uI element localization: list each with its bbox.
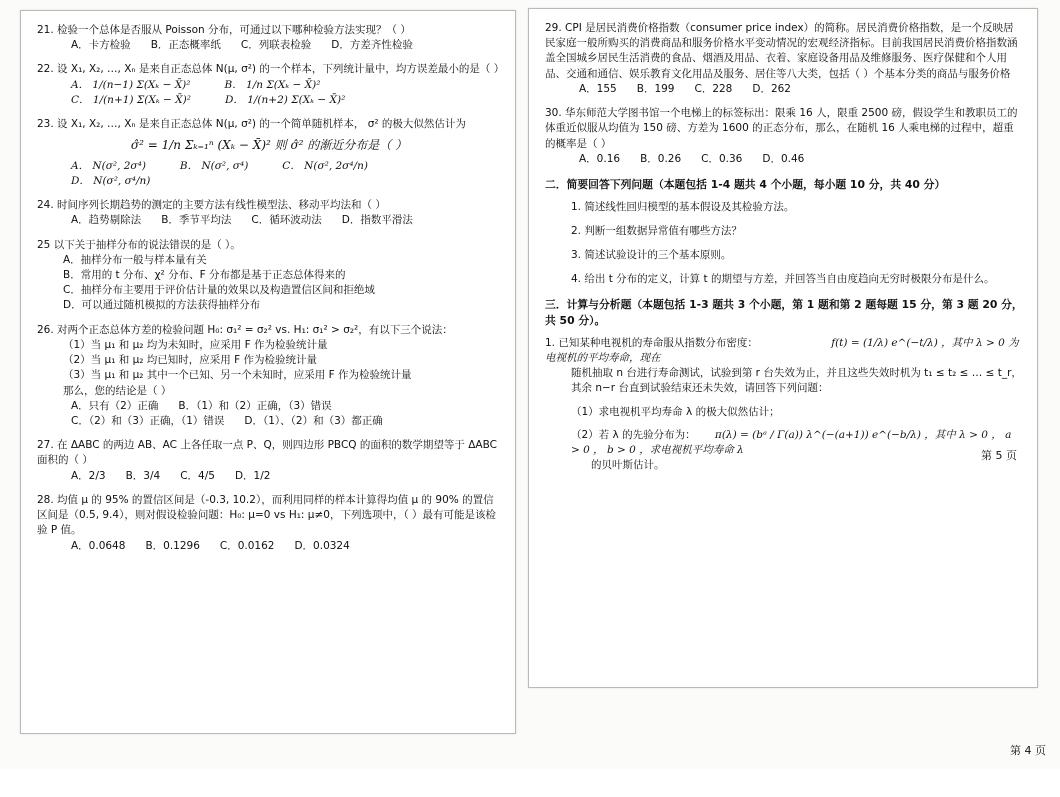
option: D．指数平滑法 [341, 214, 413, 227]
option: B．0.1296 [145, 539, 200, 552]
question-26-sub-3: （3）当 μ₁ 和 μ₂ 其中一个已知、另一个未知时，应采用 F 作为检验统计量 [63, 369, 412, 382]
page-5-content [529, 9, 1037, 474]
question-26-options [37, 399, 501, 414]
question-25 [37, 238, 501, 314]
question-30-options [545, 152, 1023, 167]
option: C．抽样分布主要用于评价估计量的效果以及构造置信区间和拒绝域 [63, 284, 375, 297]
option: C．228 [694, 82, 733, 95]
s3-q1-sub-1: （1）求电视机平均寿命 λ 的极大似然估计； [571, 405, 780, 418]
option: C．（2）和（3）正确，（1）错误 [71, 414, 225, 427]
question-21-stem: 21. 检验一个总体是否服从 Poisson 分布，可通过以下哪种检验方法实现？（ ） [37, 24, 411, 36]
question-24 [37, 198, 501, 228]
option: A．0.0648 [71, 539, 126, 552]
question-26-sub-1: （1）当 μ₁ 和 μ₂ 均为未知时，应采用 F 作为检验统计量 [63, 338, 328, 351]
exam-page-5 [528, 8, 1038, 688]
question-22 [37, 62, 505, 108]
option: A．2/3 [71, 469, 106, 482]
page-4-content [21, 11, 515, 554]
option: C．0.0162 [219, 539, 275, 552]
s3-q1-formula: f(t) = (1/λ) e^(−t/λ) ，其中 λ > 0 为电视机的平均寿命，现在 [545, 336, 1019, 364]
question-22-options [37, 78, 501, 108]
option: A． 1/(n−1) Σ(Xₖ − X̄)² [71, 78, 191, 91]
option: D．262 [752, 82, 791, 95]
option: A．只有（2）正确 [71, 399, 159, 412]
question-21 [37, 23, 501, 53]
section-two-item-2: 2. 判断一组数据异常值有哪些方法？ [571, 224, 742, 237]
question-26 [37, 323, 501, 430]
section-two-item-1: 1. 简述线性回归模型的基本假设及其检验方法。 [571, 200, 795, 213]
option: D．可以通过随机模拟的方法获得抽样分布 [63, 299, 261, 312]
question-26-sub-2: （2）当 μ₁ 和 μ₂ 均已知时，应采用 F 作为检验统计量 [63, 354, 318, 367]
s3-q1-sub-2a [545, 428, 1023, 458]
question-23-options [37, 159, 501, 189]
section-three-question-1 [545, 336, 1023, 474]
option: D．0.46 [762, 152, 805, 165]
option: C． 1/(n+1) Σ(Xₖ − X̄)² [71, 93, 191, 106]
section-three-title: 三．计算与分析题（本题包括 1-3 题共 3 个小题，第 1 题和第 2 题每题 15 分，第 3 题 20 分，共 50 分）。 [545, 298, 1023, 328]
question-27-options [37, 469, 501, 484]
question-26-options-2 [37, 414, 501, 429]
option: A．趋势剔除法 [71, 214, 142, 227]
option: B． 1/n Σ(Xₖ − X̄)² [224, 78, 321, 91]
page-number-right: 第 5 页 [981, 448, 1017, 462]
question-23-stem: 23. 设 X₁, X₂, …, Xₙ 是来自正态总体 N(μ, σ²) 的一个简单随机样本， σ² 的极大似然估计为 [37, 118, 466, 131]
option: B．正态概率纸 [150, 39, 221, 52]
option: B． N(σ², σ⁴) [179, 159, 249, 172]
option: A．卡方检验 [71, 39, 131, 52]
option: C．0.36 [701, 152, 743, 165]
option: C．4/5 [180, 469, 215, 482]
question-28-stem: 28. 均值 μ 的 95% 的置信区间是（-0.3, 10.2），而利用同样的样本计算得均值 μ 的 90% 的置信区间是（0.5, 9.4），则对假设检验问题：H₀: μ=0 vs H₁: μ≠0，下列选项中，（ ）最有可能是该检验 P 值。 [37, 493, 497, 537]
option: A．0.16 [579, 152, 621, 165]
option: C． N(σ², 2σ⁴/n) [282, 159, 368, 172]
question-30-stem: 30. 华东师范大学图书馆一个电梯上的标签标出：限乘 16 人，限重 2500 磅，假设学生和教职员工的体重近似服从均值为 150 磅、方差为 1600 的正态分布，那么，在随机 16 人乘电梯的过程中，超重的概率是（ ） [545, 107, 1018, 150]
question-28 [37, 493, 501, 554]
option: A．155 [579, 82, 617, 95]
option: D．0.0324 [294, 539, 350, 552]
question-26-tail: 那么，您的结论是（ ） [63, 384, 172, 397]
option: D．1/2 [234, 469, 271, 482]
s3-q1-sub-2a-text: （2）若 λ 的先验分布为： [571, 428, 696, 441]
option: B．199 [636, 82, 675, 95]
question-29-stem: 29. CPI 是居民消费价格指数（consumer price index）的简称。居民消费价格指数，是一个反映居民家庭一般所购买的消费商品和服务价格水平变动情况的宏观经济指标。目前我国居民消费价格指数涵盖全国城乡居民生活消费的食品、烟酒及用品、衣着、家庭设备用品及维修服务、医疗保健和个人用品、交通和通信、娱乐教育文化用品及服务、居住等八大类，包括（ ）个基本分类的商品与服务价格 [545, 22, 1018, 80]
question-24-stem: 24. 时间序列长期趋势的测定的主要方法有线性模型法、移动平均法和（ ） [37, 199, 386, 212]
option: A．抽样分布一般与样本量有关 [63, 253, 207, 266]
question-23 [37, 117, 501, 189]
question-23-formula: σ̂² = 1/n Σₖ₌₁ⁿ (Xₖ − X̄)² 则 σ̂² 的渐近分布是（ ） [130, 138, 408, 153]
option: B．3/4 [125, 469, 161, 482]
s3-q1-prior-formula: π(λ) = (bᵃ / Γ(a)) λ^(−(a+1)) e^(−b/λ) ，其中 λ > 0 ， a > 0 ， b > 0 ，求电视机平均寿命 λ [571, 428, 1012, 457]
option: C．循环波动法 [251, 214, 322, 227]
question-25-stem: 25 以下关于抽样分布的说法错误的是（ ）。 [37, 238, 241, 251]
exam-page-4 [20, 10, 516, 734]
question-27 [37, 438, 501, 484]
option: D．（1）、（2）和（3）都正确 [244, 414, 383, 427]
question-26-stem: 26. 对两个正态总体方差的检验问题 H₀: σ₁² = σ₂² vs. H₁: σ₁² > σ₂²，有以下三个说法： [37, 323, 453, 336]
page-number-left: 第 4 页 [1010, 744, 1046, 757]
option: D． 1/(n+2) Σ(Xₖ − X̄)² [224, 93, 346, 106]
option: B．常用的 t 分布、χ² 分布、F 分布都是基于正态总体得来的 [63, 269, 346, 282]
section-two-title: 二．简要回答下列问题（本题包括 1-4 题共 4 个小题，每小题 10 分，共 40 分） [545, 177, 946, 191]
s3-q1-stem-b: 随机抽取 n 台进行寿命测试，试验到第 r 台失效为止，并且这些失效时机为 t₁ ≤ t₂ ≤ … ≤ t_r，其余 n−r 台直到试验结束还未失效，请回答下列问题： [571, 367, 1022, 395]
s3-q1-sub-2b: 的贝叶斯估计。 [591, 459, 665, 472]
option: C．列联表检验 [240, 39, 312, 52]
option: A． N(σ², 2σ⁴) [71, 159, 146, 172]
option: B．0.26 [640, 152, 682, 165]
option: D．方差齐性检验 [331, 39, 413, 52]
question-27-stem: 27. 在 ΔABC 的两边 AB、AC 上各任取一点 P、Q，则四边形 PBCQ 的面积的数学期望等于 ΔABC 面积的（ ） [37, 439, 497, 467]
question-30 [545, 106, 1023, 167]
option: B．（1）和（2）正确，（3）错误 [178, 399, 332, 412]
option: B．季节平均法 [161, 214, 232, 227]
question-29-options [545, 82, 1023, 97]
s3-q1-stem-a [545, 336, 1023, 366]
section-two-item-3: 3. 简述试验设计的三个基本原则。 [571, 249, 732, 262]
question-24-options [37, 213, 501, 228]
question-29 [545, 21, 1023, 97]
question-21-options [37, 38, 501, 53]
question-28-options [37, 539, 501, 554]
section-two-item-4: 4. 给出 t 分布的定义，计算 t 的期望与方差，并回答当自由度趋向无穷时极限分布是什么。 [571, 273, 995, 286]
question-22-stem: 22. 设 X₁, X₂, …, Xₙ 是来自正态总体 N(μ, σ²) 的一个样本，下列统计量中，均方误差最小的是（ ） [37, 63, 505, 76]
option: D． N(σ², σ⁴/n) [71, 174, 151, 187]
s3-q1-stem-a-text: 1. 已知某种电视机的寿命服从指数分布密度： [545, 336, 758, 349]
